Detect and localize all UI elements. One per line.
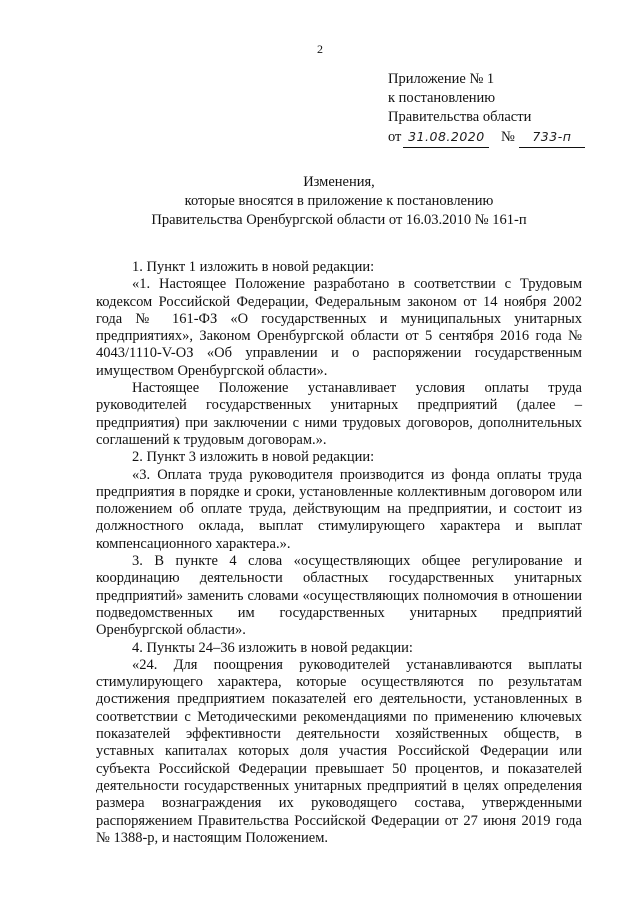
handwritten-date: 31.08.2020: [408, 129, 485, 144]
paragraph-2: «1. Настоящее Положение разработано в соответствии с Трудовым кодексом Российской Федерации, Федеральным законом от 14 ноября 2002 года № 161-ФЗ «О государственных и муниципальных унитарных предприятиях», Законом Оренбургской области от 5 сентября 2016 года № 4043/1110-V-ОЗ «Об управлении и о распоряжении государственным имуществом Оренбургской области».: [96, 276, 582, 379]
paragraph-8: «24. Для поощрения руководителей устанавливаются выплаты стимулирующего характера, которые осуществляются по результатам достижения предприятием показателей его деятельности, установленных в соответствии с Методическими рекомендациями по применению ключевых показателей эффективности деятельности хозяйственных обществ, в уставных капиталах которых доля участия Российской Федерации или субъекта Российской Федерации превышает 50 процентов, и показателей деятельности государственных унитарных предприятий в целях определения размера вознаграждения их руководящего состава, утвержденными распоряжением Правительства Российской Федерации от 27 июня 2019 года № 1388-р, и настоящим Положением.: [96, 656, 582, 846]
paragraph-5: «3. Оплата труда руководителя производится из фонда оплаты труда предприятия в порядке и сроки, установленные коллективным договором или положением об оплате труда, действующим на предприятии, и состоит из должностного оклада, выплат стимулирующего характера и выплат компенсационного характера.».: [96, 466, 582, 552]
paragraph-7: 4. Пункты 24–36 изложить в новой редакции:: [132, 639, 413, 656]
appendix-line-2: к постановлению: [388, 90, 496, 106]
paragraph-6: 3. В пункте 4 слова «осуществляющих общее регулирование и координацию деятельности областных государственных унитарных предприятий» заменить словами «осуществляющих полномочия в отношении подведомственных им государственных унитарных предприятий Оренбургской области».: [96, 553, 582, 639]
title-line-3: Правительства Оренбургской области от 16.03.2010 № 161-п: [151, 212, 527, 228]
appendix-line-1: Приложение № 1: [388, 71, 495, 87]
appendix-date-line: [388, 127, 585, 148]
title-line-1: Изменения,: [303, 174, 375, 190]
document-title: [96, 173, 582, 230]
title-line-2: которые вносятся в приложение к постановлению: [184, 193, 494, 209]
document-body: [96, 259, 582, 847]
appendix-line-3: Правительства области: [388, 109, 532, 125]
paragraph-3: Настоящее Положение устанавливает условия оплаты труда руководителей государственных унитарных предприятий (далее – предприятия) при заключении с ними трудовых договоров, дополнительных соглашений к трудовым договорам.».: [96, 380, 582, 448]
page-number: 2: [317, 42, 323, 56]
number-prefix: №: [501, 129, 515, 145]
paragraph-1: 1. Пункт 1 изложить в новой редакции:: [132, 259, 375, 275]
date-prefix: от: [388, 129, 402, 145]
paragraph-4: 2. Пункт 3 изложить в новой редакции:: [132, 449, 375, 466]
appendix-block: [388, 70, 585, 148]
handwritten-number: 733-п: [532, 129, 572, 144]
